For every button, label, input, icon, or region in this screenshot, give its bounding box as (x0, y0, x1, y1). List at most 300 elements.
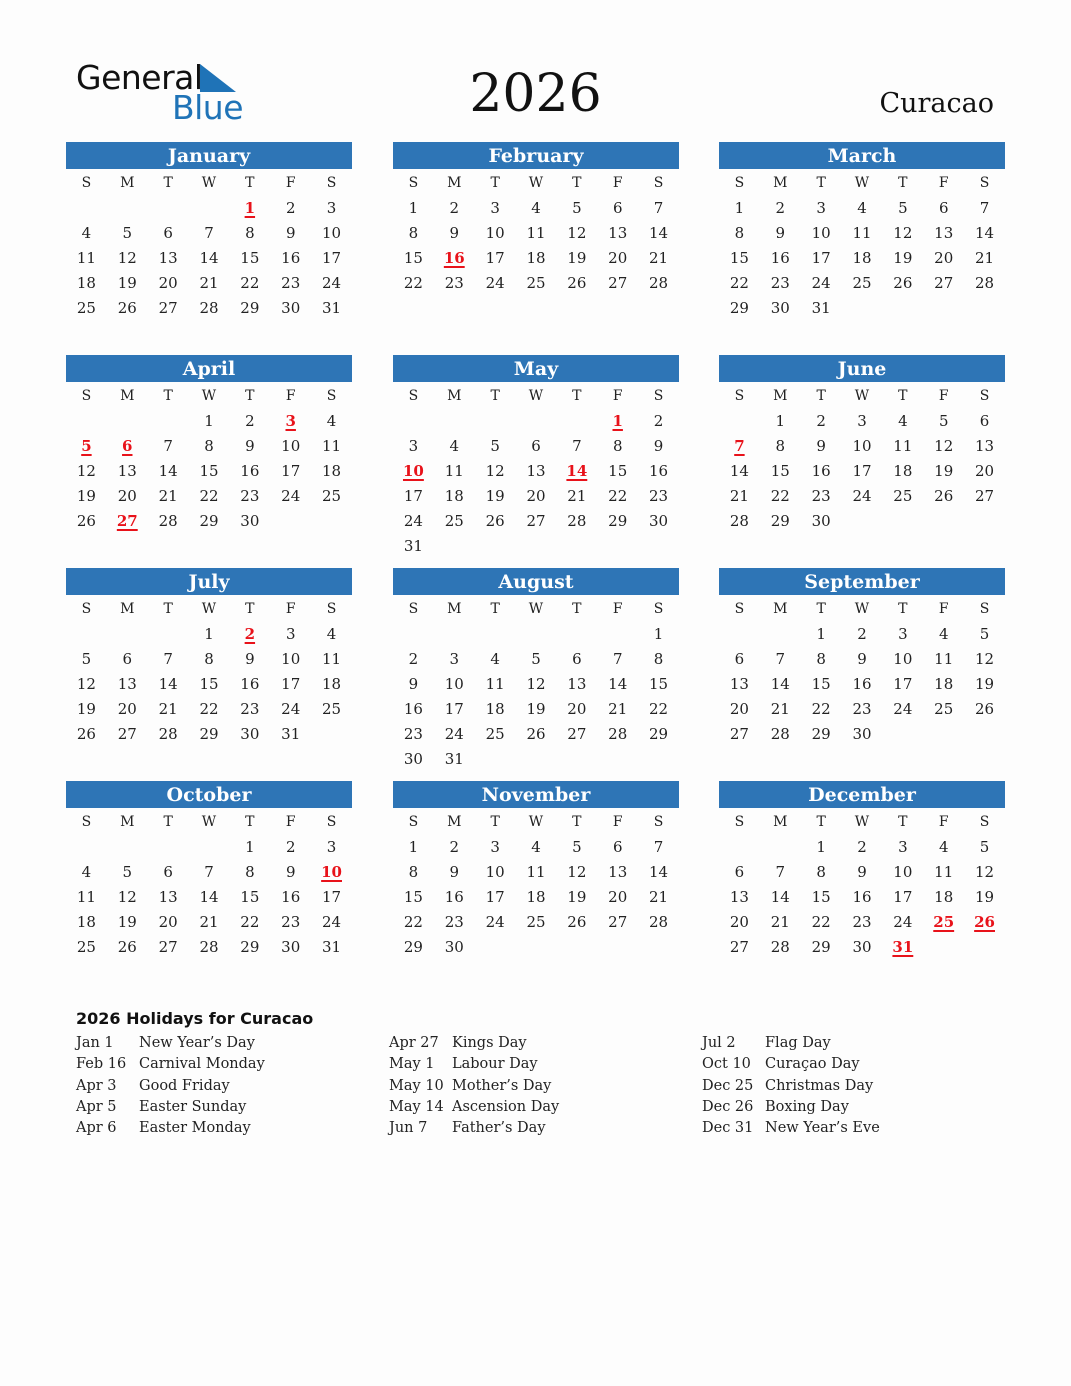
day: 7 (653, 838, 664, 856)
weekday-label: M (773, 814, 788, 830)
day: 13 (975, 437, 995, 455)
weekday-label: T (572, 814, 582, 830)
day: 5 (81, 650, 92, 668)
weekday-label: S (734, 175, 745, 191)
day: 8 (408, 224, 419, 242)
day: 6 (531, 437, 541, 455)
weekday-label: T (816, 814, 826, 830)
day: 16 (649, 462, 669, 480)
day: 16 (240, 462, 260, 480)
weekday-label: S (326, 175, 337, 191)
day: 5 (938, 412, 949, 430)
day: 19 (975, 888, 995, 906)
weekday-label: W (528, 814, 544, 830)
day: 30 (403, 750, 423, 768)
day: 23 (770, 274, 790, 292)
day: 6 (612, 838, 623, 856)
day: 13 (729, 675, 749, 693)
day: 9 (408, 675, 419, 693)
day: 28 (158, 725, 178, 743)
day: 12 (567, 863, 587, 881)
weekday-label: M (447, 175, 462, 191)
empty-cell (107, 835, 148, 860)
day-grid (66, 171, 352, 321)
day: 10 (893, 650, 913, 668)
weekday-label: T (816, 175, 826, 191)
holiday-date: Jun 7 (389, 1120, 428, 1137)
day: 25 (485, 725, 505, 743)
day: 5 (979, 625, 990, 643)
day: 6 (734, 863, 745, 881)
holiday-row (702, 1033, 880, 1054)
day: 12 (117, 249, 137, 267)
day: 28 (567, 512, 587, 530)
day: 12 (567, 224, 587, 242)
day: 3 (408, 437, 419, 455)
day: 18 (444, 487, 464, 505)
day: 25 (893, 487, 913, 505)
holiday-name: Easter Sunday (139, 1098, 247, 1115)
day: 5 (898, 199, 908, 217)
empty-cell (556, 622, 597, 647)
day: 7 (979, 199, 990, 217)
empty-cell (393, 622, 434, 647)
empty-cell (148, 196, 189, 221)
holiday-row (702, 1097, 880, 1118)
weekday-label: M (120, 388, 135, 404)
day: 6 (979, 412, 990, 430)
weekday-label: S (979, 388, 990, 404)
weekday-label: F (285, 175, 296, 191)
day: 1 (204, 412, 214, 430)
day: 1 (775, 412, 786, 430)
empty-cell (66, 835, 107, 860)
day: 18 (893, 462, 913, 480)
day: 28 (729, 512, 749, 530)
day: 11 (444, 462, 464, 480)
holiday-row (702, 1076, 880, 1097)
weekday-label: S (979, 814, 990, 830)
day: 5 (572, 199, 582, 217)
holiday-date: Jul 2 (702, 1035, 736, 1051)
day: 19 (893, 249, 913, 267)
day: 20 (158, 913, 178, 931)
day: 27 (526, 512, 546, 530)
day: 9 (285, 863, 296, 881)
holiday-name: New Year’s Day (139, 1035, 255, 1051)
day: 26 (117, 938, 137, 956)
day: 26 (76, 725, 96, 743)
day: 2 (285, 838, 296, 856)
empty-cell (148, 835, 189, 860)
weekday-label: M (773, 175, 788, 191)
empty-cell (556, 409, 597, 434)
holiday-date: Feb 16 (76, 1056, 127, 1073)
day: 22 (199, 487, 219, 505)
day: 1 (245, 838, 255, 856)
empty-cell (760, 835, 801, 860)
day: 15 (403, 249, 423, 267)
day: 14 (770, 675, 790, 693)
holiday-date: Jan 1 (76, 1035, 114, 1051)
day: 7 (204, 224, 214, 242)
day: 4 (449, 437, 460, 455)
day: 27 (934, 274, 954, 292)
day: 15 (770, 462, 790, 480)
weekday-label: F (938, 175, 949, 191)
day: 30 (281, 299, 301, 317)
day: 4 (938, 625, 949, 643)
day-grid (719, 171, 1005, 321)
day: 27 (608, 274, 628, 292)
day: 23 (240, 487, 260, 505)
holiday-day: 27 (116, 512, 138, 530)
weekday-label: T (490, 814, 500, 830)
day: 13 (608, 863, 628, 881)
day: 17 (893, 675, 913, 693)
day: 22 (649, 700, 669, 718)
day: 10 (852, 437, 872, 455)
day: 15 (240, 249, 260, 267)
day: 29 (240, 299, 260, 317)
day: 17 (852, 462, 872, 480)
day: 13 (567, 675, 587, 693)
holiday-name: Flag Day (765, 1035, 831, 1051)
month-header: August (393, 568, 679, 595)
month-header: September (719, 568, 1005, 595)
month-june (719, 355, 1005, 534)
holidays-column (76, 1033, 265, 1139)
day: 11 (76, 888, 96, 906)
weekday-label: S (734, 814, 745, 830)
day: 6 (163, 863, 173, 881)
day: 22 (770, 487, 790, 505)
holiday-row (76, 1118, 265, 1139)
holiday-date: Dec 31 (702, 1120, 754, 1137)
weekday-label: S (326, 601, 337, 617)
weekday-label: T (816, 601, 826, 617)
day: 14 (770, 888, 790, 906)
day: 14 (158, 462, 178, 480)
day: 29 (811, 725, 831, 743)
holiday-day: 6 (122, 437, 133, 455)
month-header: October (66, 781, 352, 808)
day: 29 (729, 299, 749, 317)
logo-text-blue: Blue (172, 88, 244, 127)
day: 28 (649, 913, 669, 931)
weekday-label: S (81, 388, 92, 404)
day: 28 (975, 274, 995, 292)
day: 8 (408, 863, 419, 881)
day-grid (393, 384, 679, 559)
day: 10 (281, 437, 301, 455)
day: 21 (770, 700, 790, 718)
holiday-name: New Year’s Eve (765, 1120, 880, 1137)
day: 27 (608, 913, 628, 931)
day: 3 (857, 412, 867, 430)
day: 22 (199, 700, 219, 718)
day: 14 (975, 224, 995, 242)
holiday-name: Kings Day (452, 1035, 527, 1051)
day: 15 (403, 888, 423, 906)
day: 26 (117, 299, 137, 317)
holiday-date: Oct 10 (702, 1056, 751, 1073)
day: 13 (526, 462, 546, 480)
day: 21 (567, 487, 587, 505)
day: 31 (444, 750, 464, 768)
day: 25 (444, 512, 464, 530)
empty-cell (393, 409, 434, 434)
day: 16 (281, 888, 301, 906)
holiday-day: 10 (402, 462, 424, 480)
day: 20 (158, 274, 178, 292)
day: 11 (76, 249, 96, 267)
weekday-label: S (979, 601, 990, 617)
day: 19 (485, 487, 505, 505)
day: 30 (811, 512, 831, 530)
day: 3 (285, 625, 296, 643)
day: 13 (117, 675, 137, 693)
empty-cell (434, 622, 475, 647)
day: 15 (240, 888, 260, 906)
weekday-label: T (490, 388, 500, 404)
day: 12 (975, 863, 995, 881)
day: 19 (567, 249, 587, 267)
weekday-label: T (490, 601, 500, 617)
weekday-label: S (408, 814, 419, 830)
holiday-name: Christmas Day (765, 1077, 874, 1094)
weekday-label: T (572, 388, 582, 404)
day: 6 (122, 650, 133, 668)
empty-cell (66, 196, 107, 221)
day-grid (66, 810, 352, 960)
day: 18 (934, 888, 954, 906)
day: 27 (729, 725, 749, 743)
day: 26 (934, 487, 954, 505)
day: 15 (729, 249, 749, 267)
day: 27 (975, 487, 995, 505)
day: 23 (852, 913, 872, 931)
weekday-label: T (245, 175, 255, 191)
day: 13 (729, 888, 749, 906)
weekday-label: F (612, 388, 623, 404)
holiday-date: Apr 27 (389, 1035, 439, 1051)
month-april (66, 355, 352, 534)
day: 8 (816, 650, 826, 668)
day: 4 (857, 199, 867, 217)
day: 9 (857, 650, 867, 668)
holiday-name: Easter Monday (139, 1120, 251, 1137)
day: 28 (199, 938, 219, 956)
day: 29 (240, 938, 260, 956)
day: 3 (898, 625, 908, 643)
holiday-date: Apr 6 (76, 1120, 117, 1137)
empty-cell (107, 409, 148, 434)
weekday-label: W (528, 175, 544, 191)
day: 30 (240, 512, 260, 530)
weekday-label: W (854, 601, 870, 617)
weekday-label: M (120, 814, 135, 830)
holiday-day: 7 (734, 437, 745, 455)
day: 11 (893, 437, 913, 455)
month-header: June (719, 355, 1005, 382)
day: 12 (485, 462, 505, 480)
day: 15 (649, 675, 669, 693)
weekday-label: S (81, 601, 92, 617)
day: 11 (934, 863, 954, 881)
day: 31 (322, 299, 342, 317)
day: 27 (567, 725, 587, 743)
weekday-label: S (408, 388, 419, 404)
day: 16 (403, 700, 423, 718)
day: 22 (403, 274, 423, 292)
day-grid (393, 810, 679, 960)
holiday-row (389, 1076, 559, 1097)
day: 23 (281, 274, 301, 292)
day: 26 (567, 913, 587, 931)
day: 21 (649, 888, 669, 906)
day: 3 (449, 650, 460, 668)
day: 24 (852, 487, 872, 505)
weekday-label: F (612, 175, 623, 191)
weekday-label: F (612, 814, 623, 830)
day: 28 (158, 512, 178, 530)
day: 22 (729, 274, 749, 292)
weekday-label: M (773, 601, 788, 617)
day: 29 (770, 512, 790, 530)
day: 5 (531, 650, 541, 668)
day: 22 (403, 913, 423, 931)
holiday-day: 26 (974, 913, 995, 931)
day: 23 (444, 274, 464, 292)
day: 24 (485, 274, 505, 292)
day-grid (719, 384, 1005, 534)
day: 26 (485, 512, 505, 530)
empty-cell (516, 622, 557, 647)
weekday-label: S (653, 814, 664, 830)
day: 29 (403, 938, 423, 956)
day: 4 (490, 650, 500, 668)
day: 21 (158, 487, 178, 505)
day: 11 (322, 437, 342, 455)
weekday-label: S (408, 175, 419, 191)
weekday-label: T (572, 601, 582, 617)
day-grid (66, 597, 352, 747)
empty-cell (719, 835, 760, 860)
day: 26 (76, 512, 96, 530)
day: 30 (852, 938, 872, 956)
day-grid (393, 171, 679, 296)
day: 2 (449, 199, 460, 217)
day: 14 (649, 224, 669, 242)
weekday-label: F (285, 388, 296, 404)
empty-cell (475, 409, 516, 434)
day: 24 (811, 274, 831, 292)
holiday-name: Boxing Day (765, 1098, 849, 1115)
day: 25 (76, 938, 96, 956)
day: 13 (158, 888, 178, 906)
day: 2 (857, 625, 867, 643)
day: 25 (526, 913, 546, 931)
day: 4 (938, 838, 949, 856)
day: 20 (117, 700, 137, 718)
weekday-label: W (854, 814, 870, 830)
day: 8 (816, 863, 826, 881)
day: 25 (76, 299, 96, 317)
day: 17 (322, 249, 342, 267)
holiday-name: Good Friday (139, 1077, 230, 1094)
empty-cell (107, 196, 148, 221)
day: 10 (444, 675, 464, 693)
day: 20 (729, 913, 749, 931)
day: 8 (612, 437, 623, 455)
day: 21 (649, 249, 669, 267)
month-header: February (393, 142, 679, 169)
day: 20 (117, 487, 137, 505)
month-march (719, 142, 1005, 321)
empty-cell (434, 409, 475, 434)
day: 7 (204, 863, 214, 881)
day: 19 (934, 462, 954, 480)
day: 14 (158, 675, 178, 693)
day: 3 (326, 838, 337, 856)
weekday-label: S (326, 388, 337, 404)
day: 10 (322, 224, 342, 242)
day: 25 (934, 700, 954, 718)
holiday-row (702, 1118, 880, 1139)
day: 3 (490, 199, 500, 217)
empty-cell (597, 622, 638, 647)
day: 27 (158, 938, 178, 956)
day: 21 (199, 913, 219, 931)
day: 14 (608, 675, 628, 693)
day: 20 (608, 888, 628, 906)
day: 25 (322, 700, 342, 718)
day: 11 (322, 650, 342, 668)
weekday-label: W (201, 814, 217, 830)
empty-cell (148, 409, 189, 434)
day: 18 (322, 462, 342, 480)
day: 12 (893, 224, 913, 242)
day: 19 (117, 913, 137, 931)
weekday-label: T (572, 175, 582, 191)
weekday-label: S (653, 175, 664, 191)
day: 24 (281, 487, 301, 505)
day: 2 (408, 650, 419, 668)
day: 26 (567, 274, 587, 292)
weekday-label: S (326, 814, 337, 830)
day: 15 (199, 462, 219, 480)
day: 21 (608, 700, 628, 718)
day: 7 (653, 199, 664, 217)
empty-cell (189, 835, 230, 860)
weekday-label: F (285, 814, 296, 830)
day: 24 (281, 700, 301, 718)
day: 26 (893, 274, 913, 292)
weekday-label: T (898, 388, 908, 404)
day: 8 (204, 650, 214, 668)
day: 16 (240, 675, 260, 693)
holiday-day: 10 (321, 863, 342, 881)
holidays-column (389, 1033, 559, 1139)
day: 25 (526, 274, 546, 292)
day-grid (393, 597, 679, 772)
day: 8 (734, 224, 745, 242)
weekday-label: W (201, 601, 217, 617)
weekday-label: S (979, 175, 990, 191)
day: 10 (893, 863, 913, 881)
holiday-row (76, 1076, 265, 1097)
